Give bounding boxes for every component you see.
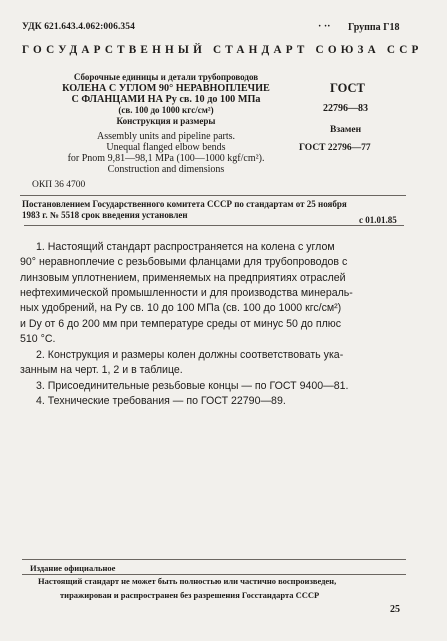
title-en-line: Unequal flanged elbow bends <box>106 142 226 153</box>
page-number: 25 <box>390 604 400 615</box>
title-en-line: for Pnom 9,81—98,1 MPa (100—1000 kgf/cm²). <box>67 153 265 164</box>
title-ru-line: (св. 100 до 1000 кгс/см²) <box>118 105 214 115</box>
title-ru-line: КОЛЕНА С УГЛОМ 90° НЕРАВНОПЛЕЧИЕ <box>62 83 270 94</box>
decree-line: 1983 г. № 5518 срок введения установлен <box>22 210 188 220</box>
paragraph-line: 510 °С. <box>20 333 56 345</box>
divider <box>22 574 406 575</box>
gost-number: 22796—83 <box>323 103 368 114</box>
paragraph-line: линзовым уплотнением, применяемых на предприятиях отраслей <box>20 272 346 284</box>
paragraph-line: 90° неравноплечие с резьбовыми фланцами для трубопроводов с <box>20 256 348 268</box>
okp-code: ОКП 36 4700 <box>32 180 86 190</box>
title-ru-line: Сборочные единицы и детали трубопроводов <box>73 72 259 82</box>
edition-label: Издание официальное <box>30 563 116 573</box>
gost-label: ГОСТ <box>330 81 365 95</box>
replaces-label: Взамен <box>330 125 362 135</box>
replaces-number: ГОСТ 22796—77 <box>299 143 371 153</box>
paragraph-line: нефтехимической промышленности и для производства минераль- <box>20 287 353 299</box>
paragraph-line: 1. Настоящий стандарт распространяется на колена с углом <box>36 241 335 253</box>
paragraph-line: занным на черт. 1, 2 и в таблице. <box>20 364 183 376</box>
effective-date: с 01.01.85 <box>359 215 397 225</box>
copyright-notice: тиражирован и распространен без разрешения Госстандарта СССР <box>60 590 320 600</box>
state-standard-title: ГОСУДАРСТВЕННЫЙ СТАНДАРТ СОЮЗА ССР <box>22 44 423 56</box>
paragraph-line: 3. Присоединительные резьбовые концы — по ГОСТ 9400—81. <box>36 380 349 392</box>
header-marks: · ·· <box>318 21 331 32</box>
paragraph-line: ных удобрений, на Pу св. 10 до 100 МПа (св. 100 до 1000 кгс/см²) <box>20 302 342 314</box>
title-ru-line: С ФЛАНЦАМИ НА Pу св. 10 до 100 МПа <box>71 94 261 105</box>
title-block <box>30 72 302 175</box>
paragraph-line: 4. Технические требования — по ГОСТ 22790—89. <box>36 395 286 407</box>
divider <box>20 195 406 196</box>
title-ru-line: Конструкция и размеры <box>116 116 216 126</box>
group-code: Группа Г18 <box>348 22 400 33</box>
udk-code: УДК 621.643.4.062:006.354 <box>22 22 135 32</box>
copyright-notice: Настоящий стандарт не может быть полностью или частично воспроизведен, <box>38 576 337 586</box>
title-en-line: Construction and dimensions <box>107 164 225 175</box>
paragraph-line: и Dу от 6 до 200 мм при температуре среды от минус 50 до плюс <box>20 318 342 330</box>
divider <box>24 225 404 226</box>
paragraph-line: 2. Конструкция и размеры колен должны соответствовать ука- <box>36 349 344 361</box>
title-en-line: Assembly units and pipeline parts. <box>96 131 236 142</box>
divider <box>22 559 406 560</box>
decree-line: Постановлением Государственного комитета СССР по стандартам от 25 ноября <box>22 199 347 209</box>
